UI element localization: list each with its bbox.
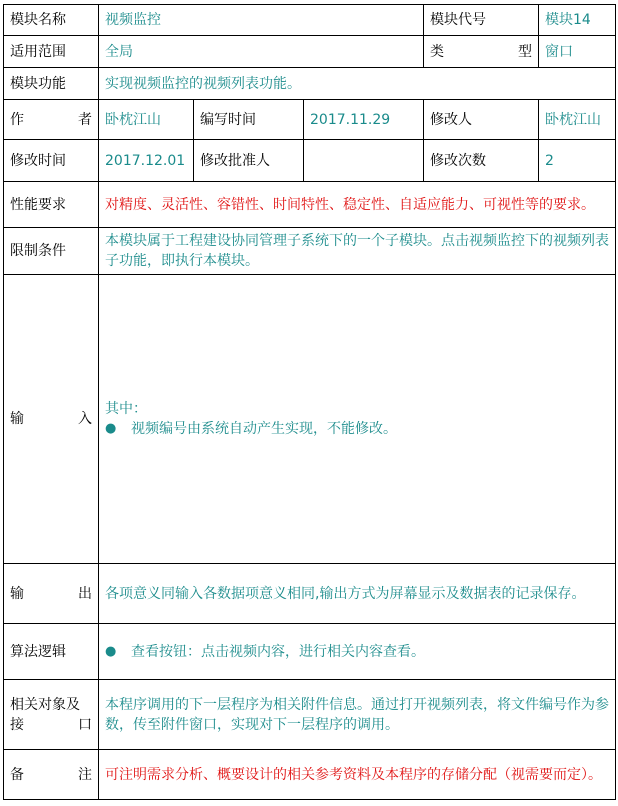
row-scope	[4, 36, 616, 68]
modify-count-label: 修改次数	[424, 140, 539, 182]
modify-count-value: 2	[539, 140, 616, 182]
performance-value: 对精度、灵活性、容错性、时间特性、稳定性、自适应能力、可视性等的要求。	[99, 182, 616, 228]
module-spec-sheet	[3, 4, 616, 800]
input-bullet-item	[105, 419, 609, 439]
algo-bullet-item	[105, 642, 609, 662]
row-output	[4, 564, 616, 624]
related-value: 本程序调用的下一层程序为相关附件信息。通过打开视频列表，将文件编号作为参数，传至附件窗口，实现对下一层程序的调用。	[99, 680, 616, 750]
module-spec-table	[3, 4, 616, 800]
modify-time-value: 2017.12.01	[99, 140, 194, 182]
related-label: 相关对象及 接 口	[4, 680, 99, 750]
row-input	[4, 275, 616, 564]
row-modify-time	[4, 140, 616, 182]
limit-label: 限制条件	[4, 228, 99, 275]
module-name-label	[4, 5, 99, 36]
write-time-label: 编写时间	[194, 100, 304, 140]
scope-label: 适用范围	[4, 36, 99, 68]
performance-label: 性能要求	[4, 182, 99, 228]
author-value: 卧枕江山	[99, 100, 194, 140]
row-remark	[4, 750, 616, 800]
function-value: 实现视频监控的视频列表功能。	[99, 68, 616, 100]
input-value	[99, 275, 616, 564]
algo-value	[99, 624, 616, 680]
module-code-label: 模块代号	[424, 5, 539, 36]
algo-label: 算法逻辑	[4, 624, 99, 680]
module-code-value: 模块14	[539, 5, 616, 36]
row-related	[4, 680, 616, 750]
input-intro: 其中：	[105, 401, 147, 417]
type-label: 类 型	[424, 36, 539, 68]
approver-label: 修改批准人	[194, 140, 304, 182]
output-label: 输 出	[4, 564, 99, 624]
function-label: 模块功能	[4, 68, 99, 100]
output-value: 各项意义同输入各数据项意义相同,输出方式为屏幕显示及数据表的记录保存。	[99, 564, 616, 624]
remark-label: 备 注	[4, 750, 99, 800]
row-function	[4, 68, 616, 100]
type-value: 窗口	[539, 36, 616, 68]
input-bullet-text: 视频编号由系统自动产生实现，不能修改。	[131, 421, 397, 437]
row-author	[4, 100, 616, 140]
remark-value: 可注明需求分析、概要设计的相关参考资料及本程序的存储分配（视需要而定）。	[99, 750, 616, 800]
write-time-value: 2017.11.29	[304, 100, 424, 140]
scope-value: 全局	[99, 36, 424, 68]
module-name-label-text: 模块名称	[10, 12, 66, 28]
modifier-label: 修改人	[424, 100, 539, 140]
input-label: 输 入	[4, 275, 99, 564]
approver-value	[304, 140, 424, 182]
row-module-name	[4, 5, 616, 36]
modify-time-label: 修改时间	[4, 140, 99, 182]
modifier-value: 卧枕江山	[539, 100, 616, 140]
module-name-value: 视频监控	[99, 5, 424, 36]
row-algo	[4, 624, 616, 680]
bullet-dot-icon: ●	[105, 421, 117, 436]
limit-value: 本模块属于工程建设协同管理子系统下的一个子模块。点击视频监控下的视频列表子功能，即执行本模块。	[99, 228, 616, 275]
author-label: 作 者	[4, 100, 99, 140]
row-performance	[4, 182, 616, 228]
row-limit	[4, 228, 616, 275]
algo-bullet-text: 查看按钮：点击视频内容，进行相关内容查看。	[131, 643, 425, 660]
bullet-dot-icon: ●	[105, 643, 117, 659]
